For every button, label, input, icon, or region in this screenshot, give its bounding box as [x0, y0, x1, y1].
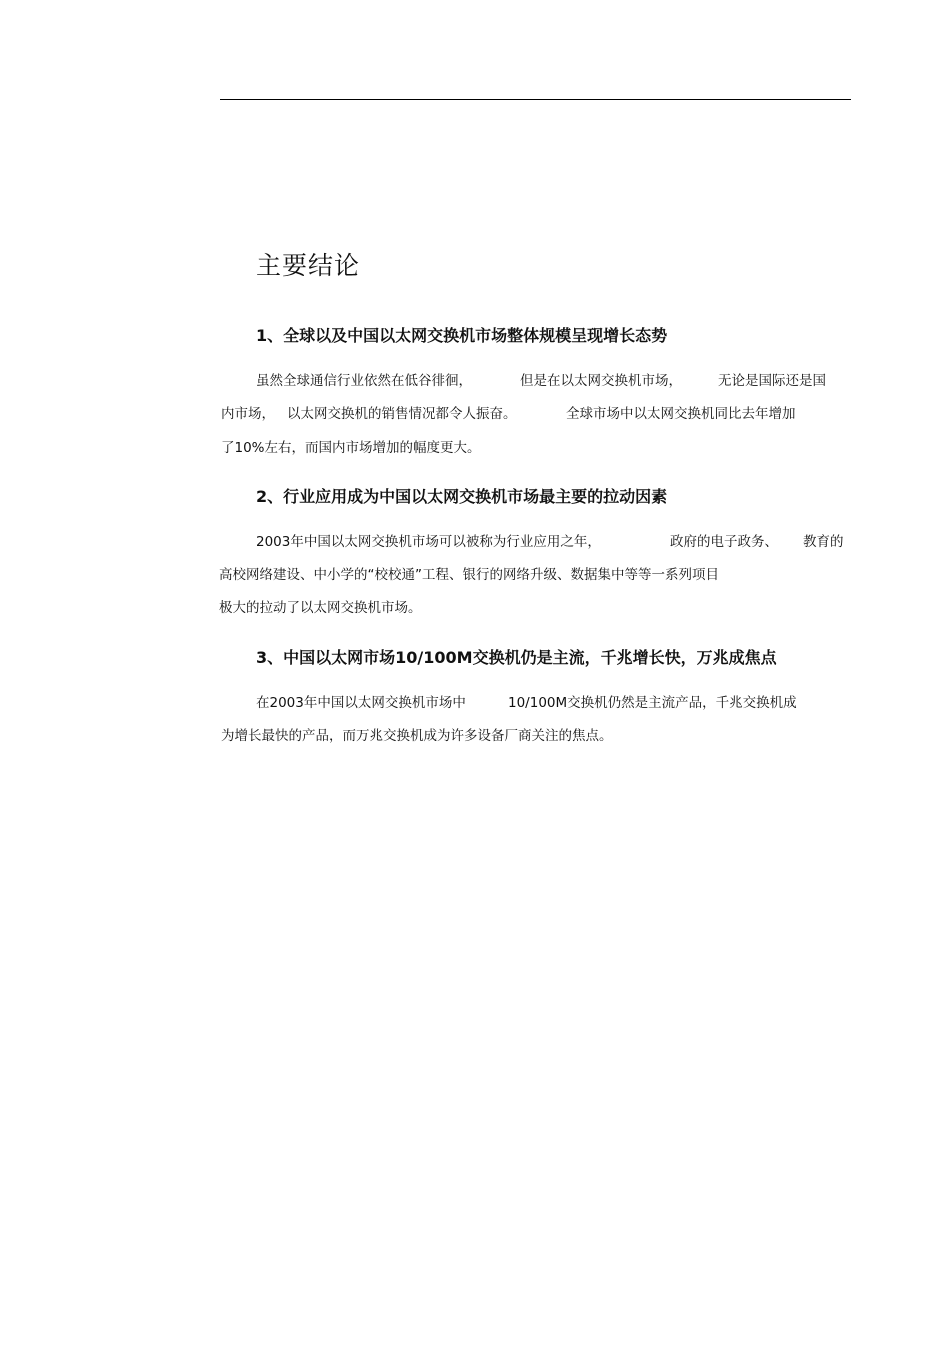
section-1-text: 了10%左右，而国内市场增加的幅度更大。	[221, 440, 481, 456]
section-3-text: 10/100M交换机仍然是主流产品，千兆交换机成	[508, 695, 797, 711]
section-1-heading: 1、全球以及中国以太网交换机市场整体规模呈现增长态势	[256, 326, 668, 345]
section-1-text: 以太网交换机的销售情况都令人振奋。	[287, 406, 517, 422]
section-3-text: 为增长最快的产品，而万兆交换机成为许多设备厂商关注的焦点。	[221, 728, 613, 744]
page-title: 主要结论	[256, 251, 361, 280]
section-3-heading: 3、中国以太网市场10/100M交换机仍是主流，千兆增长快，万兆成焦点	[256, 648, 777, 667]
section-2-heading: 2、行业应用成为中国以太网交换机市场最主要的拉动因素	[256, 487, 668, 506]
section-2-text: 教育的	[803, 534, 844, 550]
section-1-text: 虽然全球通信行业依然在低谷徘徊，	[256, 373, 472, 389]
section-3-text: 在2003年中国以太网交换机市场中	[256, 695, 466, 711]
section-1-text: 内市场，	[221, 406, 275, 422]
header-rule	[220, 99, 851, 100]
section-2-text: 政府的电子政务、	[670, 534, 778, 550]
section-2-text: 极大的拉动了以太网交换机市场。	[219, 600, 422, 616]
section-1-text: 全球市场中以太网交换机同比去年增加	[566, 406, 796, 422]
section-2-text: 高校网络建设、中小学的“校校通”工程、银行的网络升级、数据集中等等一系列项目	[219, 567, 719, 583]
section-2-text: 2003年中国以太网交换机市场可以被称为行业应用之年，	[256, 534, 601, 550]
section-1-text: 无论是国际还是国	[718, 373, 826, 389]
section-1-text: 但是在以太网交换机市场，	[520, 373, 682, 389]
